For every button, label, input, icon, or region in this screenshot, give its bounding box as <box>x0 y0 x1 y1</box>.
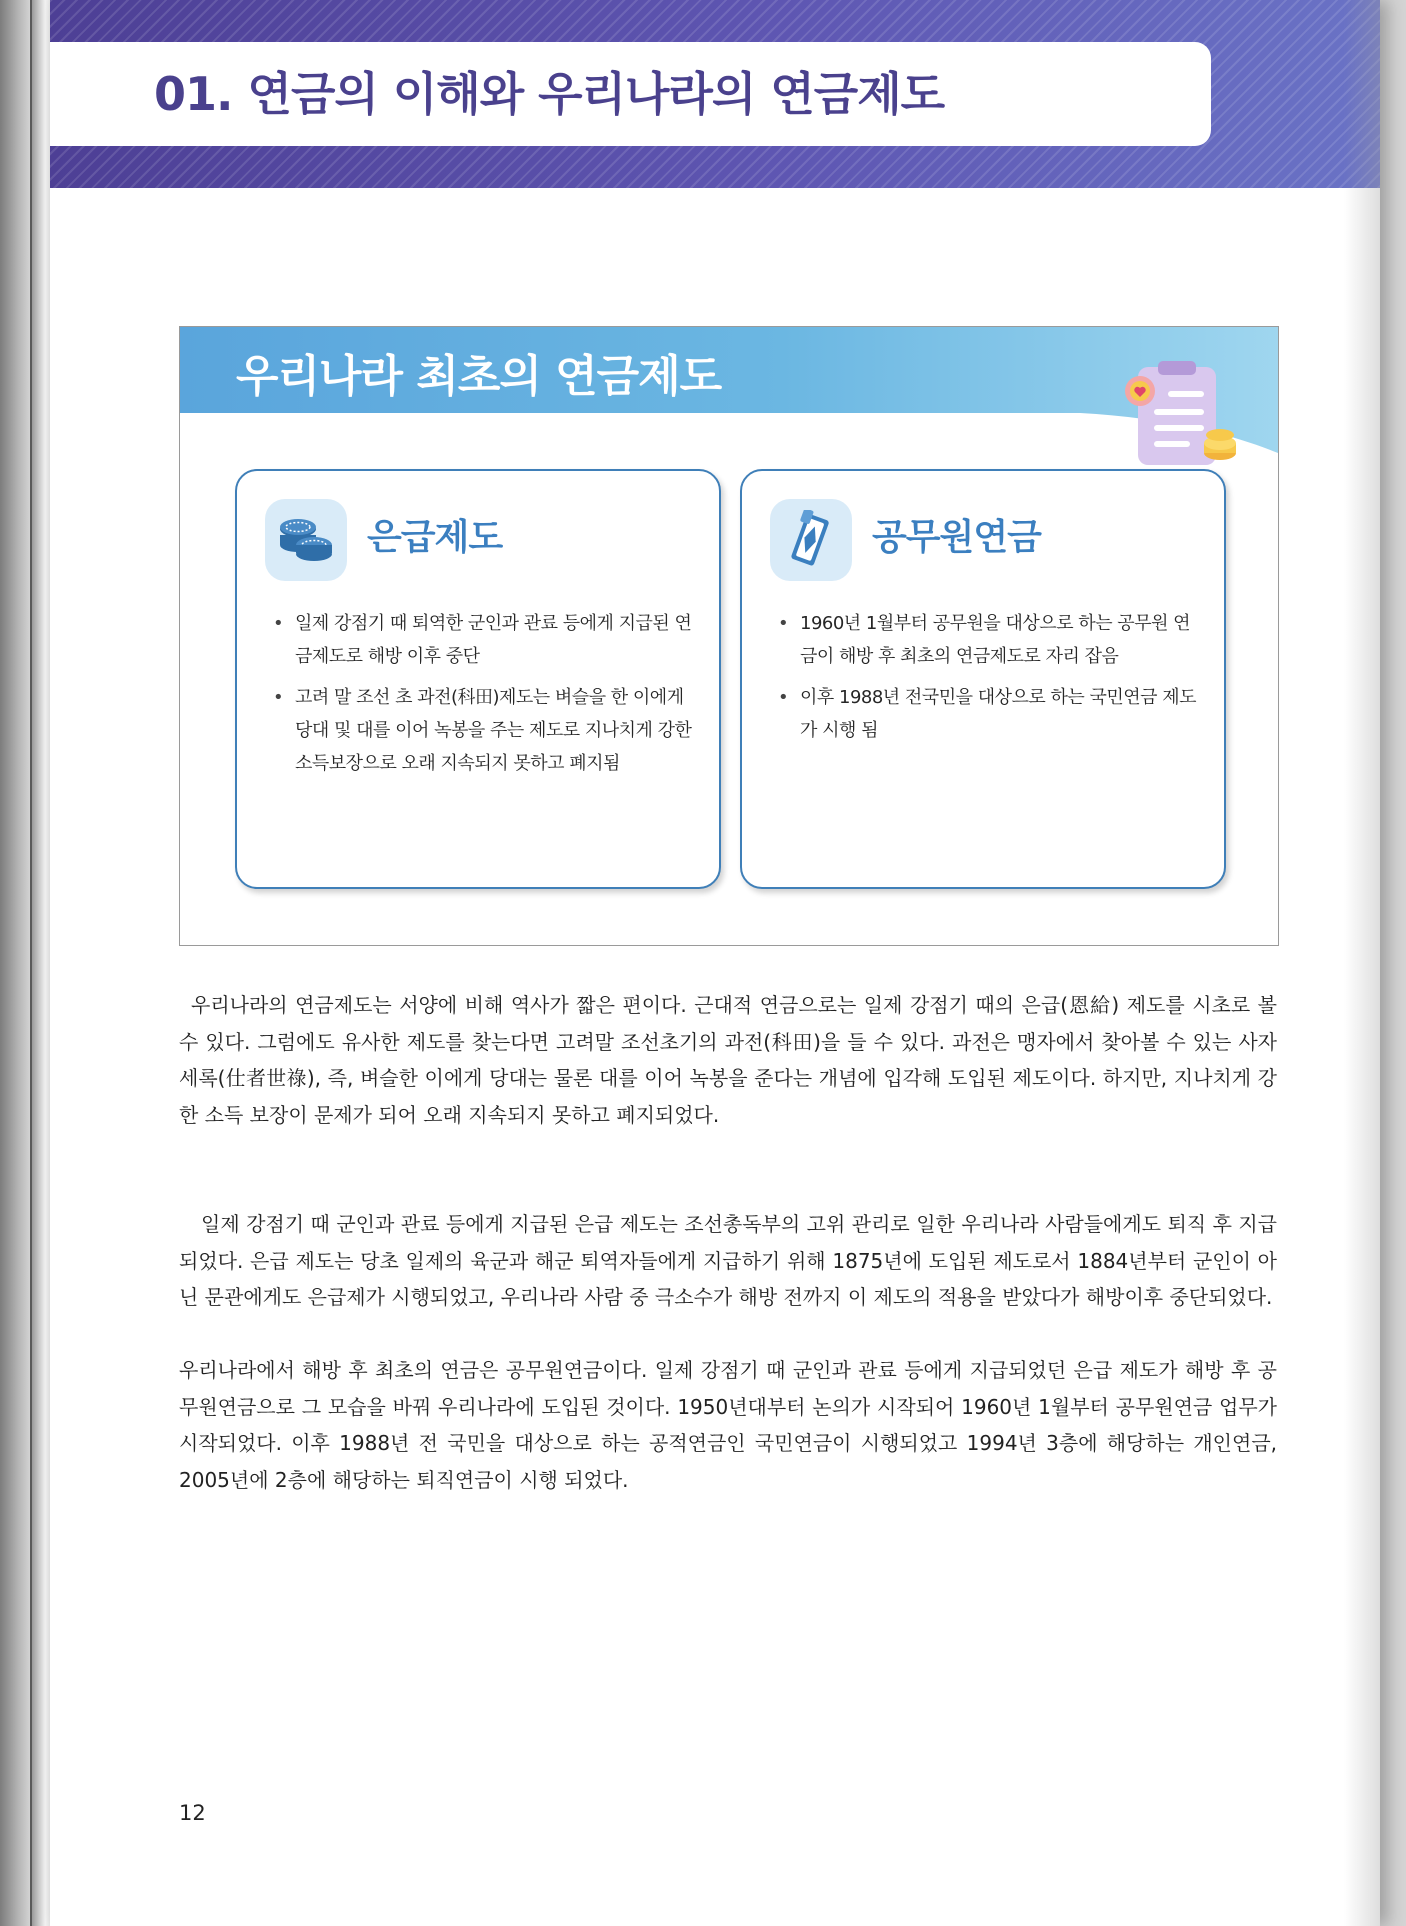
body-paragraph: 우리나라의 연금제도는 서양에 비해 역사가 짧은 편이다. 근대적 연금으로는 일제 강점기 때의 은급(恩給) 제도를 시초로 볼 수 있다. 그럼에도 유사한 제도를 찾는다면 고려말 조선초기의 과전(科田)을 들 수 있다. 과전은 맹자에서 찾아볼 수 있는 사자세록(仕者世祿), 즉, 벼슬한 이에게 당대는 물론 대를 이어 녹봉을 준다는 개념에 입각해 도입된 제도이다. 하지만, 지나치게 강한 소득 보장이 문제가 되어 오래 지속되지 못하고 폐지되었다. <box>179 993 1277 1127</box>
money-card-icon <box>786 510 836 570</box>
card-pension <box>740 469 1226 889</box>
bullet-item: • 일제 강점기 때 퇴역한 군인과 관료 등에게 지급된 연금제도로 해방 이후 중단 <box>273 607 693 673</box>
info-box <box>179 326 1279 946</box>
bullet-item: • 고려 말 조선 초 과전(科田)제도는 벼슬을 한 이에게 당대 및 대를 이어 녹봉을 주는 제도로 지나치게 강한 소득보장으로 오래 지속되지 못하고 폐지됨 <box>273 681 693 780</box>
clipboard-icon <box>1124 357 1244 477</box>
document-page <box>50 0 1380 1926</box>
card-eungeup <box>235 469 721 889</box>
card-bullet-list <box>273 607 693 788</box>
card-icon-wrap <box>770 499 852 581</box>
coins-icon <box>276 515 336 565</box>
body-paragraph: 우리나라에서 해방 후 최초의 연금은 공무원연금이다. 일제 강점기 때 군인과 관료 등에게 지급되었던 은급 제도가 해방 후 공무원연금으로 그 모습을 바꿔 우리나라에 도입된 것이다. 1950년대부터 논의가 시작되어 1960년 1월부터 공무원연금 업무가 시작되었다. 이후 1988년 전 국민을 대상으로 하는 공적연금인 국민연금이 시행되었고 1994년 3층에 해당하는 개인연금, 2005년에 2층에 해당하는 퇴직연금이 시행 되었다. <box>179 1358 1277 1492</box>
card-bullet-list <box>778 607 1198 755</box>
page-number: 12 <box>179 1801 206 1825</box>
chapter-title: 01. 연금의 이해와 우리나라의 연금제도 <box>154 67 945 121</box>
page-edge-shadow <box>1344 0 1380 1926</box>
body-paragraph: 일제 강점기 때 군인과 관료 등에게 지급된 은급 제도는 조선총독부의 고위 관리로 일한 우리나라 사람들에게도 퇴직 후 지급되었다. 은급 제도는 당초 일제의 육군과 해군 퇴역자들에게 지급하기 위해 1875년에 도입된 제도로서 1884년부터 군인이 아닌 문관에게도 은급제가 시행되었고, 우리나라 사람 중 극소수가 해방 전까지 이 제도의 적용을 받았다가 해방이후 중단되었다. <box>179 1212 1277 1310</box>
bullet-item: • 이후 1988년 전국민을 대상으로 하는 국민연금 제도가 시행 됨 <box>778 681 1198 747</box>
info-box-title: 우리나라 최초의 연금제도 <box>236 351 722 402</box>
card-icon-wrap <box>265 499 347 581</box>
card-title: 은급제도 <box>367 517 503 558</box>
card-title: 공무원연금 <box>872 517 1041 558</box>
bullet-item: • 1960년 1월부터 공무원을 대상으로 하는 공무원 연금이 해방 후 최초의 연금제도로 자리 잡음 <box>778 607 1198 673</box>
